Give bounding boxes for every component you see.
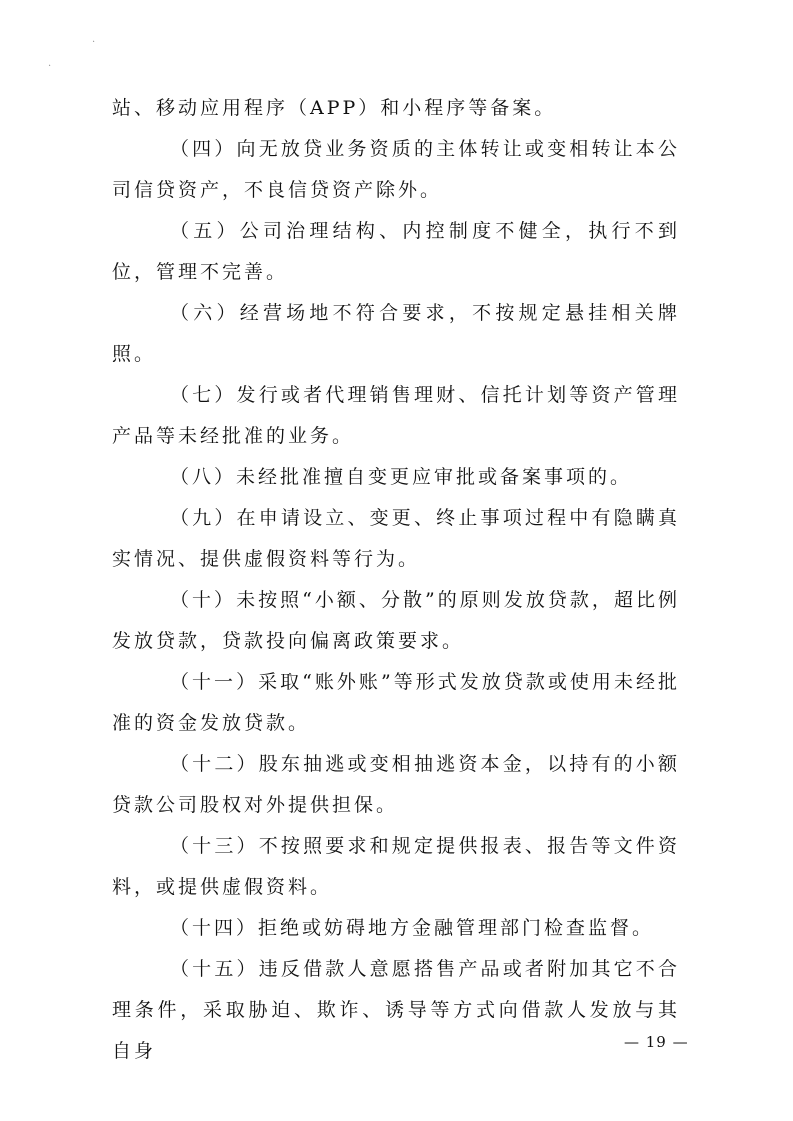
paragraph-item-6: （六）经营场地不符合要求，不按规定悬挂相关牌照。 — [112, 302, 680, 365]
paragraph-item-11: （十一）采取“账外账”等形式发放贷款或使用未经批准的资金发放贷款。 — [112, 671, 680, 734]
page-number: — 19 — — [624, 1033, 689, 1051]
paragraph-item-10: （十）未按照“小额、分散”的原则发放贷款，超比例发放贷款，贷款投向偏离政策要求。 — [112, 589, 680, 652]
paragraph-item-8: （八）未经批准擅自变更应审批或备案事项的。 — [170, 466, 633, 488]
document-body — [112, 88, 680, 1072]
scan-speck: · — [48, 61, 52, 72]
paragraph-item-4: （四）向无放贷业务资质的主体转让或变相转让本公司信贷资产，不良信贷资产除外。 — [112, 138, 680, 201]
paragraph-item-15: （十五）违反借款人意愿搭售产品或者附加其它不合理条件，采取胁迫、欺诈、诱导等方式向借款人发放与其自身 — [112, 958, 680, 1062]
paragraph-item-9: （九）在申请设立、变更、终止事项过程中有隐瞒真实情况、提供虚假资料等行为。 — [112, 507, 680, 570]
paragraph-item-12: （十二）股东抽逃或变相抽逃资本金，以持有的小额贷款公司股权对外提供担保。 — [112, 753, 680, 816]
scan-speck: · — [92, 37, 96, 48]
paragraph-item-13: （十三）不按照要求和规定提供报表、报告等文件资料，或提供虚假资料。 — [112, 835, 680, 898]
paragraph-continuation: 站、移动应用程序（APP）和小程序等备案。 — [112, 97, 557, 119]
paragraph-item-14: （十四）拒绝或妨碍地方金融管理部门检查监督。 — [170, 917, 655, 939]
paragraph-item-7: （七）发行或者代理销售理财、信托计划等资产管理产品等未经批准的业务。 — [112, 384, 680, 447]
paragraph-item-5: （五）公司治理结构、内控制度不健全，执行不到位，管理不完善。 — [112, 220, 680, 283]
